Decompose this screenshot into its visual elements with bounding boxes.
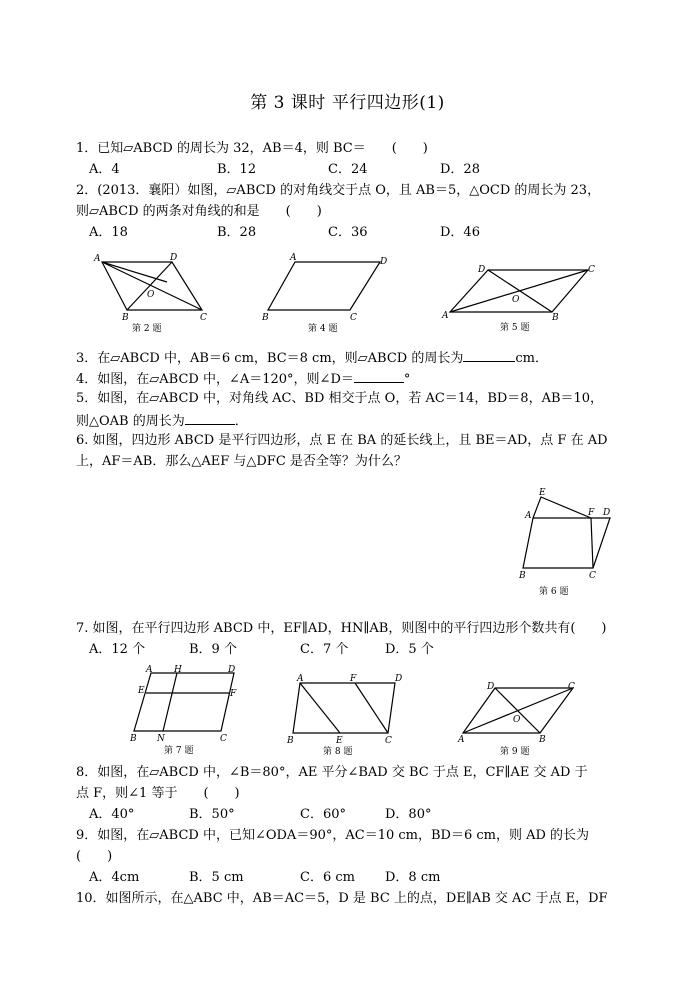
fig2-diagonal-bd (127, 262, 172, 310)
fig8-caption: 第 8 题 (323, 747, 353, 757)
q2-option-b: B．28 (217, 225, 257, 240)
figure-7 (126, 665, 246, 759)
fig6-label-a: A (525, 511, 532, 521)
fig7-label-e: E (138, 686, 145, 696)
q5-stem: 则△OAB 的周长为 (76, 414, 185, 429)
fig8-segment-cf (355, 683, 388, 733)
q2-line-2: 则▱ABCD 的两条对角线的和是 ( ) (76, 204, 322, 219)
fig7-label-c: C (220, 734, 227, 744)
q7-option-a: A．12 个 (89, 642, 146, 657)
fig8-label-f: F (350, 674, 357, 684)
q7-option-d: D．5 个 (385, 642, 434, 657)
fig6-label-d: D (603, 508, 611, 518)
fig7-caption: 第 7 题 (164, 746, 194, 756)
fig8-label-a: A (297, 674, 304, 684)
q5-line-1: 5．如图，在▱ABCD 中，对角线 AC、BD 相交于点 O，若 AC＝14，BD＝8，AB＝10， (76, 391, 604, 406)
fig2-segment (102, 262, 167, 282)
fig5-caption: 第 5 题 (500, 323, 530, 333)
fig9-label-d: D (487, 682, 495, 692)
fig2-label-b: B (122, 313, 129, 323)
figure-9 (455, 678, 585, 759)
fig4-caption: 第 4 题 (308, 324, 338, 334)
fig7-label-f: F (230, 689, 237, 699)
fig2-label-c: C (200, 313, 207, 323)
fig7-label-a: A (146, 665, 153, 675)
figure-2 (92, 252, 212, 334)
fig6-triangle-aef (533, 497, 591, 518)
fig7-label-d: D (228, 665, 236, 675)
q5-suffix: ． (234, 414, 248, 429)
q3-suffix: cm． (515, 351, 548, 366)
page-title: 第 3 课时 平行四边形(1) (250, 93, 445, 113)
q8-option-a: A．40° (89, 807, 135, 822)
q4-stem: 4．如图，在▱ABCD 中，∠A＝120°，则∠D＝ (76, 372, 354, 387)
q7-text: 7. 如图，在平行四边形 ABCD 中，EF∥AD，HN∥AB，则图中的平行四边形个数共有( ) (76, 621, 607, 636)
q1-option-b: B．12 (217, 162, 257, 177)
q6-line-1: 6. 如图，四边形 ABCD 是平行四边形，点 E 在 BA 的延长线上，且 BE＝AD，点 F 在 AD (76, 433, 608, 448)
fig5-label-d: D (478, 265, 486, 275)
fig2-label-d: D (170, 253, 178, 263)
q4-suffix: ° (403, 372, 411, 387)
fig4-label-a: A (290, 253, 297, 263)
fig7-segment-hn (163, 673, 177, 731)
q1-option-c: C．24 (328, 162, 368, 177)
fig9-caption: 第 9 题 (500, 747, 530, 757)
q8-option-d: D．80° (385, 807, 432, 822)
q2-option-a: A．18 (89, 225, 128, 240)
q5-line-2 (76, 412, 248, 430)
fig6-label-e: E (539, 488, 546, 498)
figure-8 (285, 671, 410, 759)
fig6-label-b: B (519, 571, 526, 581)
q2-option-d: D．46 (440, 225, 480, 240)
fig6-label-f: F (588, 508, 595, 518)
q9-option-b: B．5 cm (189, 870, 244, 885)
q3-stem: 3．在▱ABCD 中，AB＝6 cm，BC＝8 cm，则▱ABCD 的周长为 (76, 351, 464, 366)
q9-option-d: D．8 cm (385, 870, 441, 885)
q4-text (76, 370, 410, 388)
q1-option-a: A．4 (89, 162, 120, 177)
figure-4 (260, 252, 390, 334)
q6-line-2: 上，AF＝AB．那么△AEF 与△DFC 是否全等？为什么？ (76, 454, 407, 469)
q8-option-c: C．60° (300, 807, 346, 822)
fig5-label-b: B (552, 313, 559, 323)
fig5-label-o: O (512, 295, 520, 305)
fig2-label-a: A (94, 254, 101, 264)
q10-text: 10．如图所示，在△ABC 中，AB＝AC＝5，D 是 BC 上的点，DE∥AB 交 AC 于点 E，DF (76, 891, 608, 906)
fig9-label-c: C (568, 682, 575, 692)
fig8-segment-ae (300, 683, 340, 733)
q2-option-c: C．36 (328, 225, 368, 240)
fig9-label-b: B (539, 735, 546, 745)
q8-line-1: 8．如图，在▱ABCD 中，∠B＝80°，AE 平分∠BAD 交 BC 于点 E，CF∥AE 交 AD 于 (76, 765, 588, 780)
q2-line-1: 2．(2013．襄阳）如图，▱ABCD 的对角线交于点 O，且 AB＝5，△OCD 的周长为 23， (76, 183, 601, 198)
fig6-parallelogram (523, 518, 610, 568)
fig5-diagonal-bd (488, 270, 552, 312)
q9-line-1: 9．如图，在▱ABCD 中，已知∠ODA＝90°，AC＝10 cm，BD＝6 cm，则 AD 的长为 (76, 828, 590, 843)
fig8-label-c: C (385, 736, 392, 746)
fig8-parallelogram (293, 683, 395, 733)
fig4-parallelogram (268, 262, 380, 310)
q3-answer-blank (463, 349, 515, 362)
fig8-label-d: D (395, 674, 403, 684)
q9-option-a: A．4cm (89, 870, 140, 885)
fig7-label-h: H (174, 665, 182, 675)
q9-line-2: ( ) (76, 849, 113, 864)
q9-option-c: C．6 cm (300, 870, 355, 885)
q4-answer-blank (354, 370, 404, 383)
fig7-label-b: B (130, 734, 137, 744)
fig9-diagonal-bd (495, 688, 540, 733)
fig5-label-a: A (442, 311, 449, 321)
fig2-caption: 第 2 题 (132, 324, 162, 334)
fig7-parallelogram (134, 673, 234, 731)
fig5-label-c: C (588, 265, 595, 275)
figure-6 (513, 488, 623, 600)
fig9-label-a: A (458, 735, 465, 745)
fig6-caption: 第 6 题 (539, 587, 569, 597)
fig2-label-o: O (147, 290, 155, 300)
q1-text: 1．已知▱ABCD 的周长为 32，AB＝4，则 BC＝ ( ) (76, 141, 428, 156)
q5-answer-blank (185, 412, 235, 425)
fig4-label-c: C (350, 313, 357, 323)
q8-option-b: B．50° (189, 807, 235, 822)
fig7-label-n: N (157, 734, 165, 744)
fig4-label-b: B (262, 313, 269, 323)
q3-text (76, 349, 548, 367)
fig6-segment-fc (591, 518, 593, 568)
figure-5 (440, 262, 600, 334)
q7-option-c: C．7 个 (300, 642, 349, 657)
fig4-label-d: D (380, 257, 388, 267)
fig9-label-o: O (513, 715, 521, 725)
q1-option-d: D．28 (440, 162, 480, 177)
q7-option-b: B．9 个 (189, 642, 237, 657)
fig8-label-e: E (336, 736, 343, 746)
fig8-label-b: B (287, 736, 294, 746)
fig6-label-c: C (589, 571, 596, 581)
q8-line-2: 点 F，则∠1 等于 ( ) (76, 786, 240, 801)
